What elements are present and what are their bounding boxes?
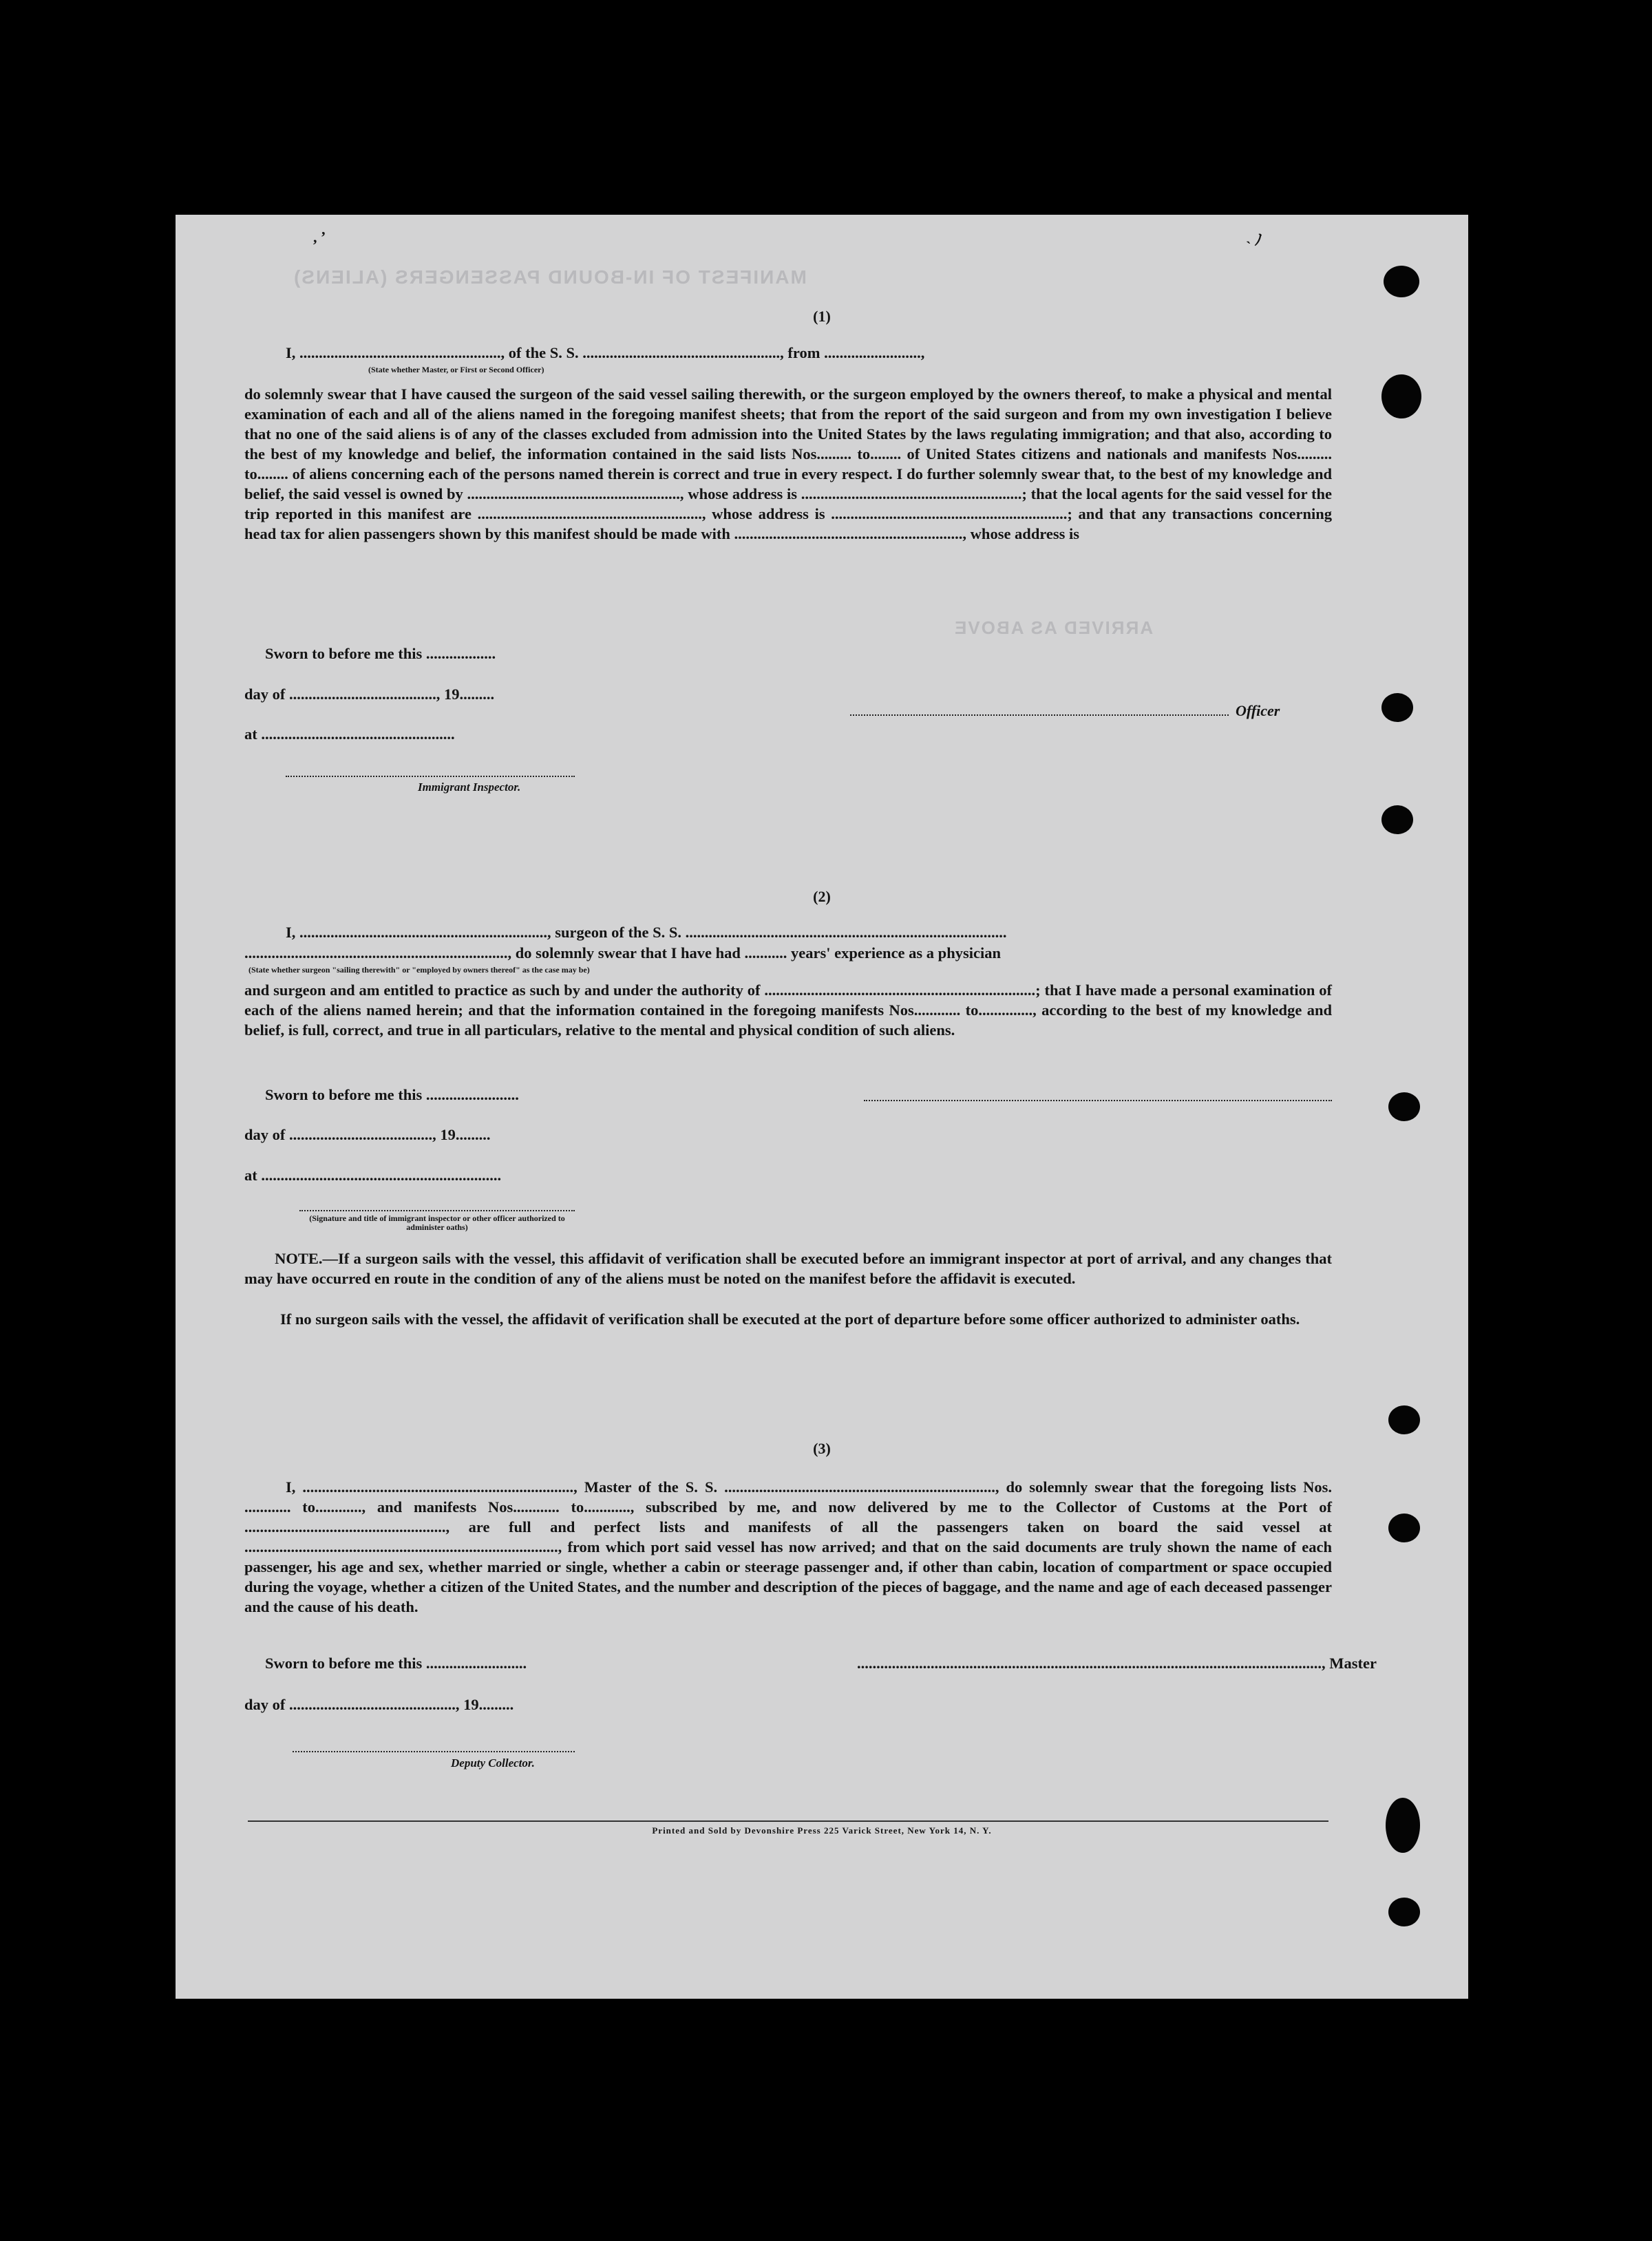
section2-note-2: If no surgeon sails with the vessel, the affidavit of verification shall be executed at the port of departure before some officer authorized to administer oaths. <box>280 1310 1300 1328</box>
section3-body: I, ......................................................................, Master of the S. S. ......................................................................, do solemnly swear that the foregoing lists Nos. ............ to............, and manifests Nos............ to............, subscribed by me, and now delivered by me to the Collector of Customs at the Port of ...................................................., are full and perfect lists and manifests of all the passengers taken on board the said vessel at ................................................................................., from which port said vessel has now arrived; and that on the said documents are truly shown the name of each passenger, his age and sex, whether married or single, whether a cabin or steerage passenger and, if other than cabin, location of compartment or space occupied during the voyage, whether a citizen of the United States, and the number and description of the pieces of baggage, and the name and age of each deceased passenger and the cause of his death. <box>244 1478 1332 1615</box>
section3-deputy-label: Deputy Collector. <box>451 1756 535 1770</box>
section2-signature-line <box>864 1100 1332 1101</box>
punch-hole <box>1381 374 1421 418</box>
section-number-2: (2) <box>813 888 831 905</box>
section2-do-solemnly-line: ...................................................................., do solemnly swear that I have had ........... years' experience as a physician <box>244 944 1001 962</box>
section-number-3: (3) <box>813 1440 831 1457</box>
bleed-through-header: MANIFEST OF IN-BOUND PASSENGERS (ALIENS) <box>293 266 807 288</box>
section1-subcaption: (State whether Master, or First or Second Officer) <box>368 365 544 374</box>
section1-day-line: day of ......................................, 19......... <box>244 686 495 703</box>
section2-signature-caption: (Signature and title of immigrant inspector or other officer authorized to administer oaths) <box>309 1213 565 1232</box>
section2-subcaption: (State whether surgeon "sailing therewith" or "employed by owners thereof" as the case may be) <box>248 965 590 975</box>
note-label: NOTE. <box>275 1250 323 1267</box>
section2-sworn-line: Sworn to before me this ........................ <box>265 1086 519 1103</box>
punch-hole <box>1388 1405 1420 1434</box>
section2-inspector-signature-line <box>299 1210 575 1211</box>
section1-inspector-signature-line <box>286 776 575 777</box>
section1-body: do solemnly swear that I have caused the surgeon of the said vessel sailing therewith, or the surgeon employed by the owners thereof, to make a physical and mental examination of each and all of the aliens named in the foregoing manifest sheets; that from the report of the said surgeon and from my own investigation I believe that no one of the said aliens is of any of the classes excluded from admission into the United States by the laws regulating immigration; and that also, according to the best of my knowledge and belief, the information contained in the said lists Nos......... to........ of United States citizens and nationals and manifests Nos......... to........ of aliens concerning each of the persons named therein is correct and true in every respect. I do further solemnly swear that, to the best of my knowledge and belief, the said vessel is owned by ......................................................., whose address is .........................................................; that the local agents for the said vessel for the trip reported in this manifest are .........................................................., whose address is .............................................................; and that any transactions concerning head tax for alien passengers shown by this manifest should be made with ..........................................................., whose address is <box>244 385 1332 542</box>
section1-officer-signature-line <box>850 714 1229 716</box>
punch-hole <box>1384 266 1419 297</box>
punch-hole <box>1388 1898 1420 1926</box>
section1-at-line: at .................................................. <box>244 725 455 743</box>
footer-rule <box>248 1820 1328 1822</box>
section2-at-line: at .............................................................. <box>244 1167 502 1184</box>
document-page <box>176 215 1468 1999</box>
punch-hole <box>1381 805 1413 834</box>
section2-day-line: day of ....................................., 19......... <box>244 1126 491 1143</box>
printer-imprint: Printed and Sold by Devonshire Press 225 Varick Street, New York 14, N. Y. <box>652 1825 992 1836</box>
bleed-through-stamp: ARRIVED AS ABOVE <box>953 617 1154 638</box>
section3-master-line <box>857 1655 1377 1672</box>
section2-oath-line: I, ................................................................, surgeon of the S. S. ................................................................................... <box>286 924 1007 941</box>
section1-officer-label: Officer <box>1236 702 1280 719</box>
section1-inspector-label: Immigrant Inspector. <box>418 780 521 794</box>
section-number-1: (1) <box>813 308 831 325</box>
punch-hole <box>1388 1514 1420 1542</box>
note-text: —If a surgeon sails with the vessel, this affidavit of verification shall be executed before an immigrant inspector at port of arrival, and any changes that may have occurred en route in the condition of any of the aliens must be noted on the manifest before the affidavit is executed. <box>244 1250 1333 1287</box>
section2-body: and surgeon and am entitled to practice as such by and under the authority of ......................................................................; that I have made a personal examination of each of the aliens named herein; and that the information contained in the foregoing manifests Nos............ to.............., according to the best of my knowledge and belief, is full, correct, and true in all particulars, relative to the mental and physical condition of such aliens. <box>244 981 1332 1039</box>
section1-oath-line: I, ...................................................., of the S. S. ..................................................., from ........................., <box>286 344 925 361</box>
section1-sworn-line: Sworn to before me this .................. <box>265 645 496 662</box>
corner-mark-right: ˴ ﾉ <box>1246 231 1262 248</box>
section3-sworn-line: Sworn to before me this .......................... <box>265 1655 527 1672</box>
punch-hole <box>1381 693 1413 722</box>
section2-note <box>244 1249 1332 1288</box>
punch-hole <box>1388 1092 1420 1121</box>
master-signature-line: ........................................................................................................................, Master <box>857 1655 1377 1672</box>
section3-deputy-signature-line <box>293 1751 575 1752</box>
corner-mark-left: , ʼ <box>313 229 326 246</box>
section3-day-line: day of ..........................................., 19......... <box>244 1696 514 1713</box>
